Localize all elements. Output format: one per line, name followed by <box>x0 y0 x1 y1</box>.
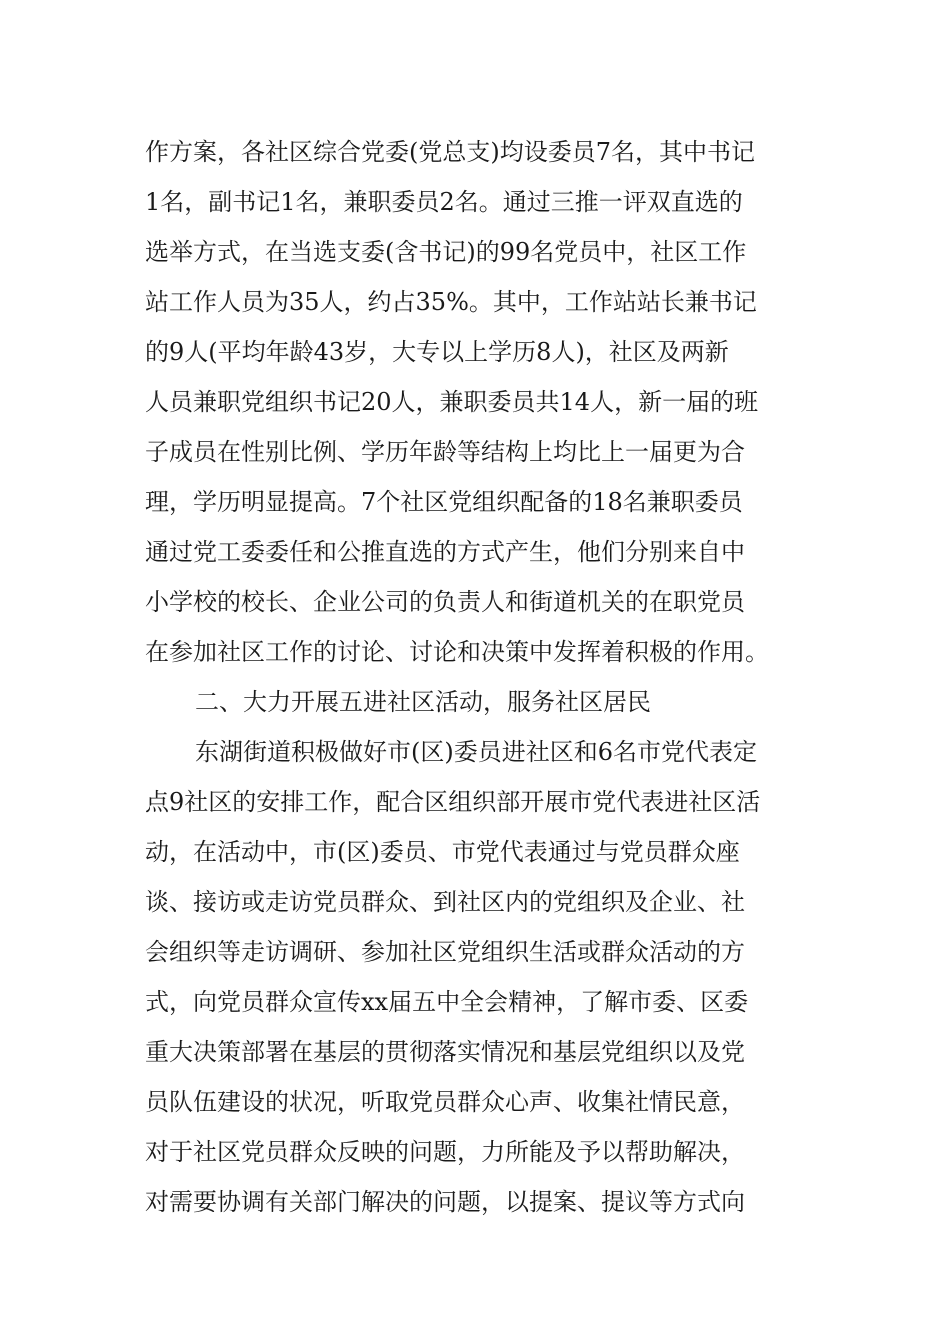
section-heading: 二、大力开展五进社区活动，服务社区居民 <box>195 688 651 716</box>
text-line: 在参加社区工作的讨论、讨论和决策中发挥着积极的作用。 <box>145 638 769 666</box>
paragraph-start-line: 东湖街道积极做好市(区)委员进社区和6名市党代表定 <box>195 738 757 766</box>
text-line: 式，向党员群众宣传xx届五中全会精神，了解市委、区委 <box>145 988 749 1016</box>
text-line: 站工作人员为35人，约占35%。其中，工作站站长兼书记 <box>145 288 757 316</box>
text-line: 人员兼职党组织书记20人，兼职委员共14人，新一届的班 <box>145 388 759 416</box>
text-line: 的9人(平均年龄43岁，大专以上学历8人)，社区及两新 <box>145 338 729 366</box>
text-line: 选举方式，在当选支委(含书记)的99名党员中，社区工作 <box>145 238 747 266</box>
text-line: 员队伍建设的状况，听取党员群众心声、收集社情民意， <box>145 1088 745 1116</box>
text-line: 对于社区党员群众反映的问题，力所能及予以帮助解决， <box>145 1138 745 1166</box>
text-line: 会组织等走访调研、参加社区党组织生活或群众活动的方 <box>145 938 745 966</box>
text-line: 通过党工委委任和公推直选的方式产生，他们分别来自中 <box>145 538 745 566</box>
text-line: 重大决策部署在基层的贯彻落实情况和基层党组织以及党 <box>145 1038 745 1066</box>
text-line: 小学校的校长、企业公司的负责人和街道机关的在职党员 <box>145 588 745 616</box>
text-line: 动，在活动中，市(区)委员、市党代表通过与党员群众座 <box>145 838 740 866</box>
text-line: 子成员在性别比例、学历年龄等结构上均比上一届更为合 <box>145 438 745 466</box>
text-line: 点9社区的安排工作，配合区组织部开展市党代表进社区活 <box>145 788 761 816</box>
text-line: 谈、接访或走访党员群众、到社区内的党组织及企业、社 <box>145 888 745 916</box>
text-line: 1名，副书记1名，兼职委员2名。通过三推一评双直选的 <box>145 188 743 216</box>
text-line: 理，学历明显提高。7个社区党组织配备的18名兼职委员 <box>145 488 743 516</box>
text-line: 作方案，各社区综合党委(党总支)均设委员7名，其中书记 <box>145 138 755 166</box>
text-line: 对需要协调有关部门解决的问题，以提案、提议等方式向 <box>145 1188 745 1216</box>
document-body <box>145 127 810 1227</box>
